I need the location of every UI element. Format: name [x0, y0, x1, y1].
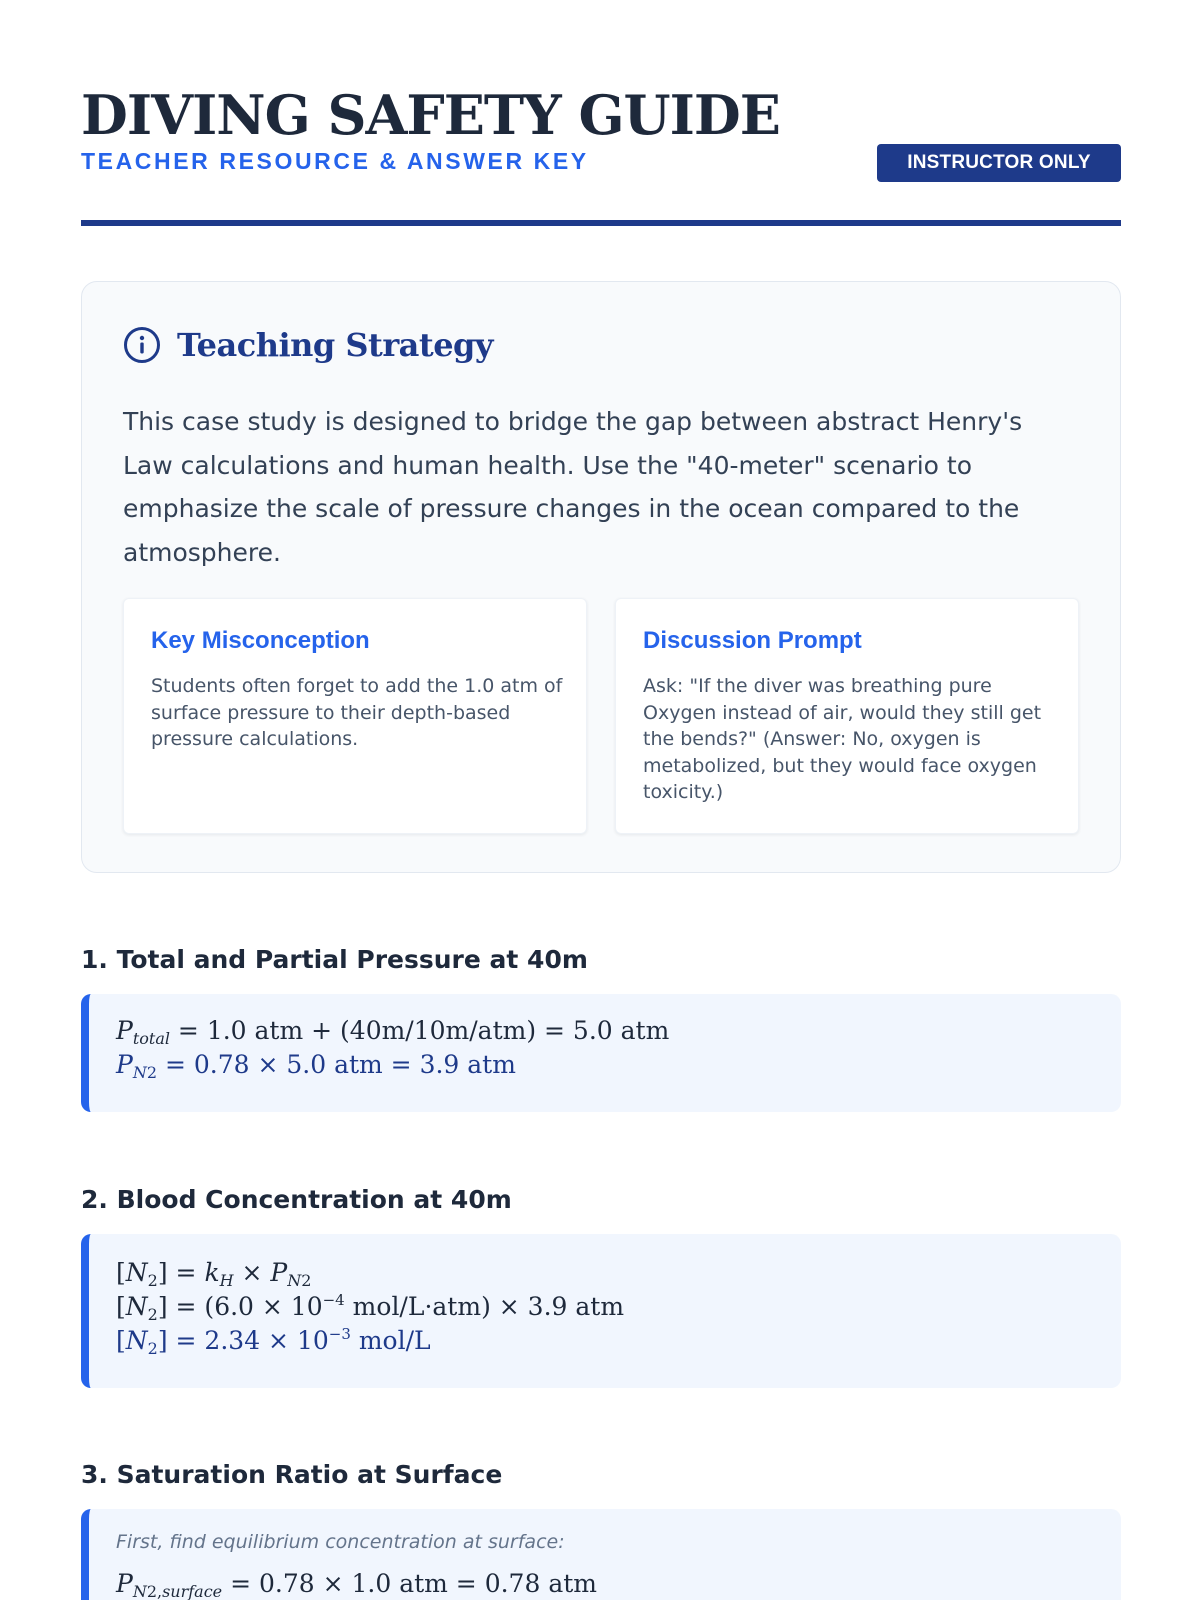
section-3-note: First, find equilibrium concentration at surface:	[116, 1531, 565, 1553]
section-2-title: 2. Blood Concentration at 40m	[81, 1185, 512, 1214]
equation-result-exp: −3	[328, 1325, 351, 1343]
equation-partial-pressure-rhs: = 0.78 × 5.0 atm = 3.9 atm	[157, 1050, 516, 1079]
equation-substitution-a: = (6.0 × 10	[167, 1292, 323, 1321]
info-icon	[123, 326, 161, 364]
equation-surface-partial-pressure: $P_{N2,surface} = 0.78 \times 1.0$ atm = 0.78 atm	[116, 1569, 597, 1600]
strategy-description: This case study is designed to bridge the gap between abstract Henry's Law calculations and human health. Use the "40-meter" scenario to emphasize the scale of pressure changes in the ocean compared to the atmosphere.	[123, 407, 1023, 567]
equation-result-b: mol/L	[350, 1326, 431, 1355]
section-3-title: 3. Saturation Ratio at Surface	[81, 1460, 503, 1489]
section-1-equations	[81, 994, 1121, 1112]
misconception-body: Students often forget to add the 1.0 atm of surface pressure to their depth-based pressure calculations.	[151, 675, 563, 750]
equation-substitution-b: mol/L·atm) × 3.9 atm	[344, 1292, 625, 1321]
equation-concentration-substitution: $[N_2] = (6.0 \times 10^{-4}$ mol/L·atm) × 3.9 atm	[116, 1291, 625, 1324]
discussion-prompt-title: Discussion Prompt	[643, 627, 862, 654]
strategy-title: Teaching Strategy	[177, 326, 494, 364]
equation-total-pressure: $P_{total} = 1.0$ atm + (40m/10m/atm) = 5.0 atm	[116, 1016, 670, 1048]
equation-total-pressure-rhs: = 1.0 atm + (40m/10m/atm) = 5.0 atm	[169, 1016, 670, 1045]
section-1-title: 1. Total and Partial Pressure at 40m	[81, 945, 588, 974]
equation-substitution-exp: −4	[322, 1291, 345, 1309]
page-title: DIVING SAFETY GUIDE	[81, 83, 780, 147]
equation-concentration-result: $[N_2] = 2.34 \times 10^{-3}$ mol/L	[116, 1325, 431, 1358]
instructor-badge: INSTRUCTOR ONLY	[877, 144, 1121, 182]
equation-partial-pressure: $P_{N2} = 0.78 \times 5.0$ atm = 3.9 atm	[116, 1050, 516, 1082]
section-3-equations	[81, 1509, 1121, 1600]
page-header	[81, 0, 1121, 228]
strategy-heading	[123, 326, 493, 364]
page-subtitle: TEACHER RESOURCE & ANSWER KEY	[81, 148, 589, 174]
misconception-card	[123, 598, 587, 834]
discussion-prompt-body: Ask: "If the diver was breathing pure Oxygen instead of air, would they still get the bends?" (Answer: No, oxygen is metabolized, but they would face oxygen toxicity.)	[643, 675, 1042, 803]
header-divider	[81, 220, 1121, 226]
equation-henry-law-eq: =	[167, 1258, 205, 1287]
misconception-title: Key Misconception	[151, 627, 370, 654]
equation-result-a: = 2.34 × 10	[167, 1326, 329, 1355]
equation-henry-law: $[N_2] = k_H \times P_{N2}$	[116, 1258, 312, 1290]
teaching-strategy-card	[81, 281, 1121, 873]
section-2-equations	[81, 1234, 1121, 1388]
equation-surface-rhs: = 0.78 × 1.0 atm = 0.78 atm	[222, 1569, 597, 1598]
discussion-prompt-card	[615, 598, 1079, 834]
